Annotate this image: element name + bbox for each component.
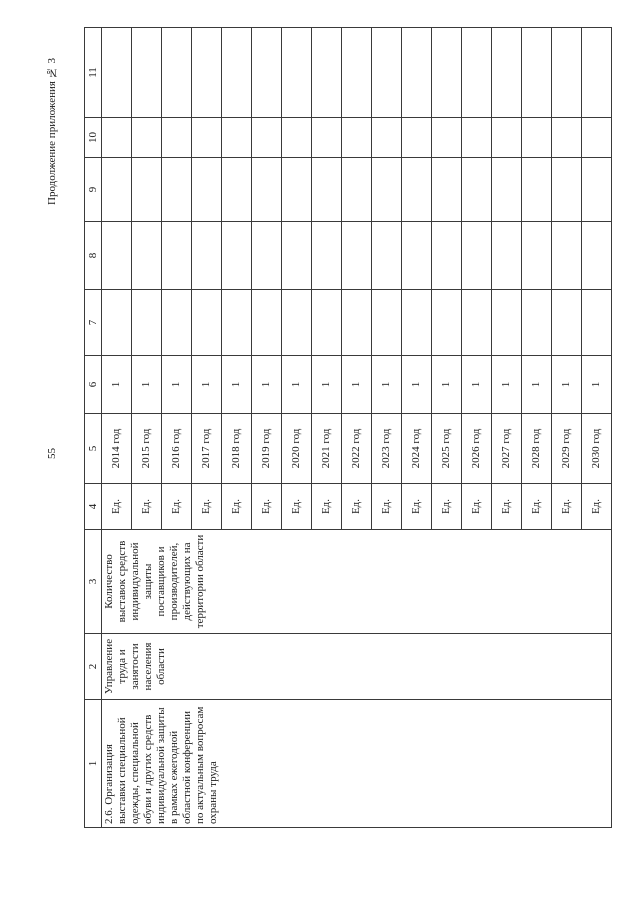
empty-cell-col-7 xyxy=(342,290,372,356)
unit-cell: Ед. xyxy=(222,484,252,530)
empty-cell-col-8 xyxy=(162,222,192,290)
empty-cell-col-9 xyxy=(582,158,612,222)
year-cell: 2021 год xyxy=(312,414,342,484)
empty-cell-col-9 xyxy=(282,158,312,222)
empty-cell-col-9 xyxy=(312,158,342,222)
column-number-1: 1 xyxy=(85,700,102,828)
column-number-2: 2 xyxy=(85,634,102,700)
value-cell: 1 xyxy=(462,356,492,414)
empty-cell-col-10 xyxy=(402,118,432,158)
value-cell: 1 xyxy=(522,356,552,414)
value-cell: 1 xyxy=(372,356,402,414)
empty-cell-col-11 xyxy=(492,28,522,118)
empty-cell-col-10 xyxy=(552,118,582,158)
page-number: 55 xyxy=(46,448,58,459)
unit-cell: Ед. xyxy=(492,484,522,530)
empty-cell-col-8 xyxy=(432,222,462,290)
column-number-8: 8 xyxy=(85,222,102,290)
year-cell: 2015 год xyxy=(132,414,162,484)
empty-cell-col-9 xyxy=(252,158,282,222)
empty-cell-col-7 xyxy=(582,290,612,356)
empty-cell-col-7 xyxy=(462,290,492,356)
empty-cell-col-11 xyxy=(462,28,492,118)
empty-cell-col-9 xyxy=(432,158,462,222)
year-cell: 2019 год xyxy=(252,414,282,484)
empty-cell-col-9 xyxy=(462,158,492,222)
empty-cell-col-7 xyxy=(312,290,342,356)
empty-cell-col-9 xyxy=(372,158,402,222)
empty-cell-col-11 xyxy=(402,28,432,118)
value-cell: 1 xyxy=(582,356,612,414)
value-cell: 1 xyxy=(252,356,282,414)
unit-cell: Ед. xyxy=(252,484,282,530)
empty-cell-col-11 xyxy=(222,28,252,118)
unit-cell: Ед. xyxy=(462,484,492,530)
year-cell: 2018 год xyxy=(222,414,252,484)
empty-cell-col-11 xyxy=(432,28,462,118)
appendix-continuation-label: Продолжение приложения № 3 xyxy=(46,58,58,206)
empty-cell-col-9 xyxy=(192,158,222,222)
year-cell: 2027 год xyxy=(492,414,522,484)
empty-cell-col-7 xyxy=(372,290,402,356)
empty-cell-col-7 xyxy=(402,290,432,356)
year-cell: 2017 год xyxy=(192,414,222,484)
unit-cell: Ед. xyxy=(522,484,552,530)
empty-cell-col-8 xyxy=(102,222,132,290)
empty-cell-col-10 xyxy=(492,118,522,158)
executor-cell: Управление труда и занятости населения области xyxy=(102,634,612,700)
empty-cell-col-7 xyxy=(252,290,282,356)
empty-cell-col-11 xyxy=(102,28,132,118)
empty-cell-col-10 xyxy=(132,118,162,158)
unit-cell: Ед. xyxy=(432,484,462,530)
unit-cell: Ед. xyxy=(132,484,162,530)
empty-cell-col-7 xyxy=(282,290,312,356)
empty-cell-col-7 xyxy=(432,290,462,356)
empty-cell-col-9 xyxy=(162,158,192,222)
empty-cell-col-8 xyxy=(132,222,162,290)
empty-cell-col-7 xyxy=(132,290,162,356)
value-cell: 1 xyxy=(432,356,462,414)
empty-cell-col-7 xyxy=(522,290,552,356)
unit-cell: Ед. xyxy=(192,484,222,530)
unit-cell: Ед. xyxy=(402,484,432,530)
empty-cell-col-11 xyxy=(252,28,282,118)
value-cell: 1 xyxy=(222,356,252,414)
empty-cell-col-8 xyxy=(402,222,432,290)
column-number-5: 5 xyxy=(85,414,102,484)
value-cell: 1 xyxy=(552,356,582,414)
empty-cell-col-8 xyxy=(312,222,342,290)
empty-cell-col-10 xyxy=(312,118,342,158)
empty-cell-col-9 xyxy=(342,158,372,222)
value-cell: 1 xyxy=(402,356,432,414)
year-cell: 2026 год xyxy=(462,414,492,484)
unit-cell: Ед. xyxy=(342,484,372,530)
empty-cell-col-11 xyxy=(312,28,342,118)
empty-cell-col-9 xyxy=(102,158,132,222)
empty-cell-col-7 xyxy=(162,290,192,356)
year-cell: 2022 год xyxy=(342,414,372,484)
year-cell: 2024 год xyxy=(402,414,432,484)
empty-cell-col-10 xyxy=(282,118,312,158)
empty-cell-col-8 xyxy=(462,222,492,290)
empty-cell-col-10 xyxy=(162,118,192,158)
empty-cell-col-9 xyxy=(552,158,582,222)
empty-cell-col-8 xyxy=(522,222,552,290)
empty-cell-col-7 xyxy=(192,290,222,356)
table-row xyxy=(102,28,132,828)
value-cell: 1 xyxy=(342,356,372,414)
empty-cell-col-11 xyxy=(162,28,192,118)
year-cell: 2016 год xyxy=(162,414,192,484)
unit-cell: Ед. xyxy=(282,484,312,530)
empty-cell-col-8 xyxy=(552,222,582,290)
empty-cell-col-9 xyxy=(492,158,522,222)
column-number-3: 3 xyxy=(85,530,102,634)
empty-cell-col-8 xyxy=(342,222,372,290)
empty-cell-col-11 xyxy=(522,28,552,118)
unit-cell: Ед. xyxy=(372,484,402,530)
empty-cell-col-11 xyxy=(372,28,402,118)
year-cell: 2023 год xyxy=(372,414,402,484)
empty-cell-col-11 xyxy=(342,28,372,118)
value-cell: 1 xyxy=(162,356,192,414)
empty-cell-col-10 xyxy=(462,118,492,158)
column-number-7: 7 xyxy=(85,290,102,356)
empty-cell-col-11 xyxy=(552,28,582,118)
empty-cell-col-8 xyxy=(372,222,402,290)
value-cell: 1 xyxy=(192,356,222,414)
empty-cell-col-7 xyxy=(102,290,132,356)
empty-cell-col-10 xyxy=(522,118,552,158)
empty-cell-col-11 xyxy=(132,28,162,118)
empty-cell-col-7 xyxy=(222,290,252,356)
unit-cell: Ед. xyxy=(582,484,612,530)
empty-cell-col-7 xyxy=(552,290,582,356)
empty-cell-col-11 xyxy=(282,28,312,118)
empty-cell-col-10 xyxy=(102,118,132,158)
unit-cell: Ед. xyxy=(162,484,192,530)
year-cell: 2028 год xyxy=(522,414,552,484)
unit-cell: Ед. xyxy=(312,484,342,530)
year-cell: 2020 год xyxy=(282,414,312,484)
empty-cell-col-11 xyxy=(582,28,612,118)
empty-cell-col-9 xyxy=(402,158,432,222)
value-cell: 1 xyxy=(102,356,132,414)
column-number-6: 6 xyxy=(85,356,102,414)
unit-cell: Ед. xyxy=(102,484,132,530)
empty-cell-col-8 xyxy=(492,222,522,290)
empty-cell-col-10 xyxy=(342,118,372,158)
year-cell: 2029 год xyxy=(552,414,582,484)
empty-cell-col-8 xyxy=(252,222,282,290)
empty-cell-col-9 xyxy=(522,158,552,222)
unit-cell: Ед. xyxy=(552,484,582,530)
activity-cell: 2.6. Организация выставки специальной одежды, специальной обуви и других средств индивидуальной защиты в рамках ежегодной областной конференции по актуальным вопросам охраны труда xyxy=(102,700,612,828)
empty-cell-col-10 xyxy=(582,118,612,158)
year-cell: 2025 год xyxy=(432,414,462,484)
empty-cell-col-7 xyxy=(492,290,522,356)
value-cell: 1 xyxy=(492,356,522,414)
empty-cell-col-8 xyxy=(282,222,312,290)
indicator-cell: Количество выставок средств индивидуальной защиты поставщиков и производителей, действующих на территории области xyxy=(102,530,612,634)
empty-cell-col-10 xyxy=(192,118,222,158)
empty-cell-col-11 xyxy=(192,28,222,118)
measures-table xyxy=(84,28,602,828)
column-number-11: 11 xyxy=(85,28,102,118)
year-cell: 2030 год xyxy=(582,414,612,484)
empty-cell-col-10 xyxy=(222,118,252,158)
empty-cell-col-10 xyxy=(372,118,402,158)
empty-cell-col-8 xyxy=(222,222,252,290)
column-number-9: 9 xyxy=(85,158,102,222)
empty-cell-col-10 xyxy=(432,118,462,158)
empty-cell-col-8 xyxy=(192,222,222,290)
column-number-row xyxy=(85,28,102,828)
empty-cell-col-9 xyxy=(222,158,252,222)
measures-table-grid xyxy=(84,27,612,828)
empty-cell-col-10 xyxy=(252,118,282,158)
value-cell: 1 xyxy=(132,356,162,414)
value-cell: 1 xyxy=(282,356,312,414)
value-cell: 1 xyxy=(312,356,342,414)
column-number-4: 4 xyxy=(85,484,102,530)
column-number-10: 10 xyxy=(85,118,102,158)
year-cell: 2014 год xyxy=(102,414,132,484)
empty-cell-col-9 xyxy=(132,158,162,222)
table-body xyxy=(102,28,612,828)
empty-cell-col-8 xyxy=(582,222,612,290)
